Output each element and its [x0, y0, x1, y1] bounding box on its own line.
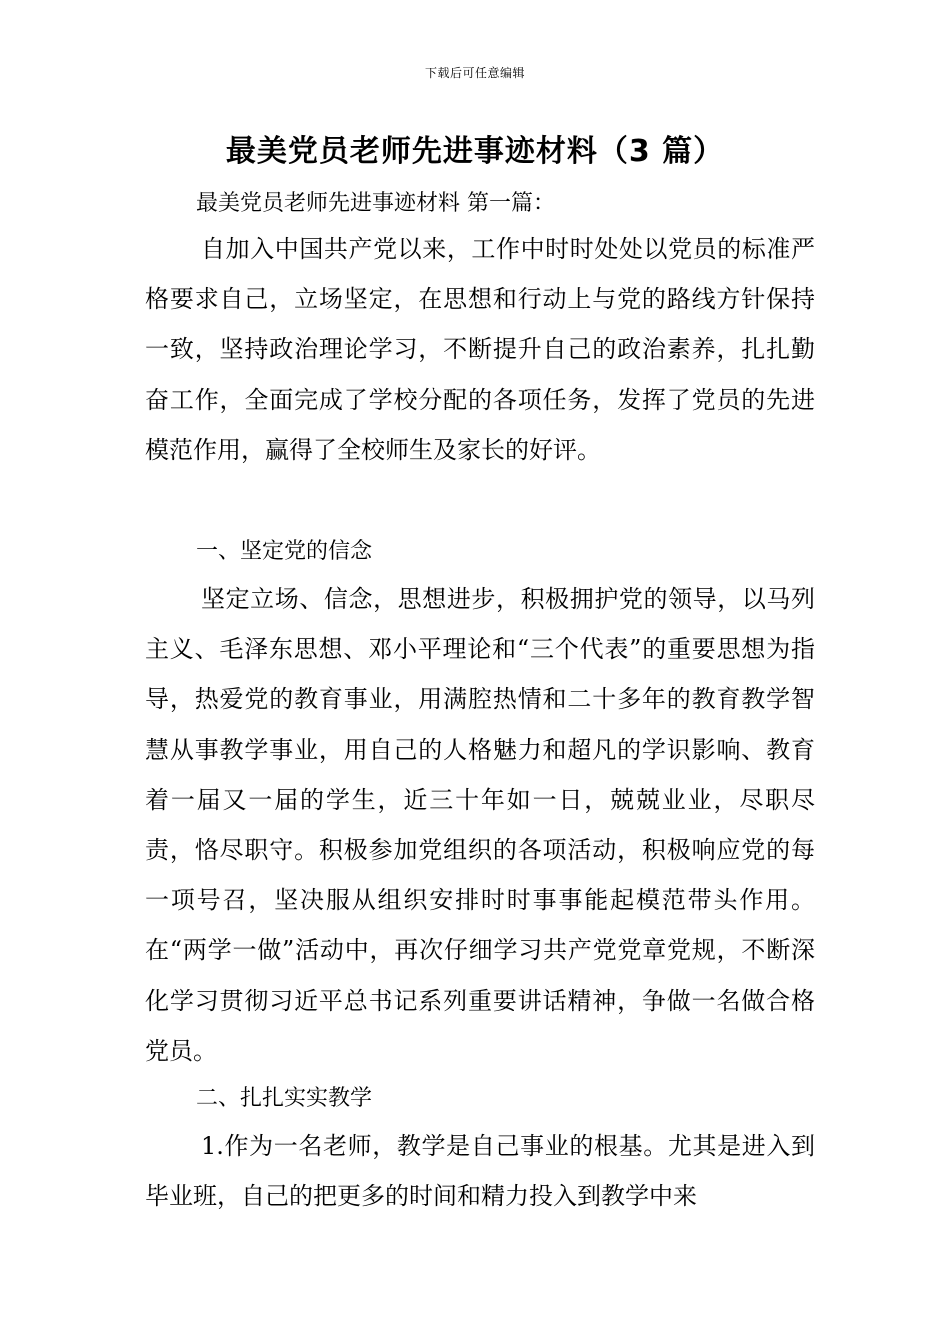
section-subtitle: 最美党员老师先进事迹材料 第一篇：	[196, 191, 555, 216]
page-header: 下载后可任意编辑	[424, 66, 525, 80]
section-heading-belief: 一、坚定党的信念	[196, 539, 373, 564]
section-heading-teaching: 二、扎扎实实教学	[196, 1086, 373, 1111]
body-paragraph-teaching: 1.作为一名老师，教学是自己事业的根基。尤其是进入到毕业班，自己的把更多的时间和精力投入到教学中来	[145, 1132, 815, 1211]
body-paragraph-belief: 坚定立场、信念，思想进步，积极拥护党的领导，以马列主义、毛泽东思想、邓小平理论和“三个代表”的重要思想为指导，热爱党的教育事业，用满腔热情和二十多年的教育教学智慧从事教学事业，用自己的人格魅力和超凡的学识影响、教育着一届又一届的学生，近三十年如一日，兢兢业业，尽职尽责，恪尽职守。积极参加党组织的各项活动，积极响应党的每一项号召，坚决服从组织安排时时事事能起模范带头作用。在“两学一做”活动中，再次仔细学习共产党党章党规，不断深化学习贯彻习近平总书记系列重要讲话精神，争做一名做合格党员。	[145, 585, 815, 1065]
body-paragraph-intro: 自加入中国共产党以来，工作中时时处处以党员的标准严格要求自己，立场坚定，在思想和行动上与党的路线方针保持一致，坚持政治理论学习，不断提升自己的政治素养，扎扎勤奋工作，全面完成了学校分配的各项任务，发挥了党员的先进模范作用，赢得了全校师生及家长的好评。	[145, 235, 815, 464]
document-title: 最美党员老师先进事迹材料（3 篇）	[225, 134, 725, 169]
